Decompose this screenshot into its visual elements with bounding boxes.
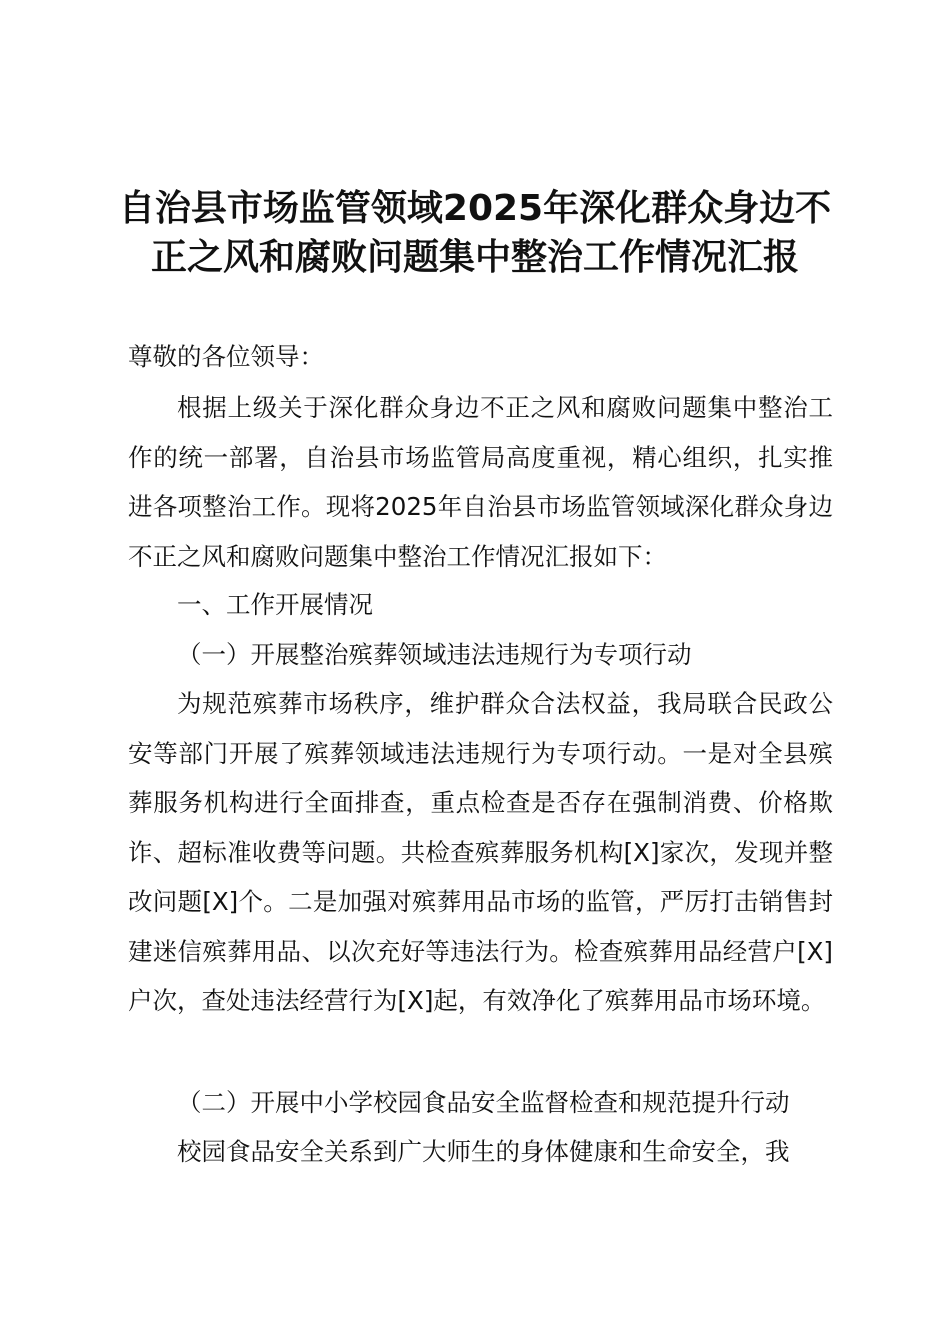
intro-paragraph: 根据上级关于深化群众身边不正之风和腐败问题集中整治工作的统一部署，自治县市场监管局高度重视，精心组织，扎实推进各项整治工作。现将2025年自治县市场监管领域深化群众身边不正之风和腐败问题集中整治工作情况汇报如下： [128,393,833,571]
funeral-paragraph: 为规范殡葬市场秩序，维护群众合法权益，我局联合民政公安等部门开展了殡葬领域违法违规行为专项行动。一是对全县殡葬服务机构进行全面排查，重点检查是否存在强制消费、价格欺诈、超标准收费等问题。共检查殡葬服务机构[X]家次，发现并整改问题[X]个。二是加强对殡葬用品市场的监管，严厉打击销售封建迷信殡葬用品、以次充好等违法行为。检查殡葬用品经营户[X]户次，查处违法经营行为[X]起，有效净化了殡葬用品市场环境。 [128,689,833,1015]
subsection-heading-funeral: （一）开展整治殡葬领域违法违规行为专项行动 [177,640,692,669]
school-food-paragraph: 校园食品安全关系到广大师生的身体健康和生命安全，我 [177,1137,790,1166]
salutation: 尊敬的各位领导： [128,342,324,371]
subsection-heading-school-food: （二）开展中小学校园食品安全监督检查和规范提升行动 [177,1088,790,1117]
section-heading-work-progress: 一、工作开展情况 [177,590,373,619]
document-title-line-1: 自治县市场监管领域2025年深化群众身边不 [118,188,832,229]
document-title-line-2: 正之风和腐败问题集中整治工作情况汇报 [150,237,799,278]
